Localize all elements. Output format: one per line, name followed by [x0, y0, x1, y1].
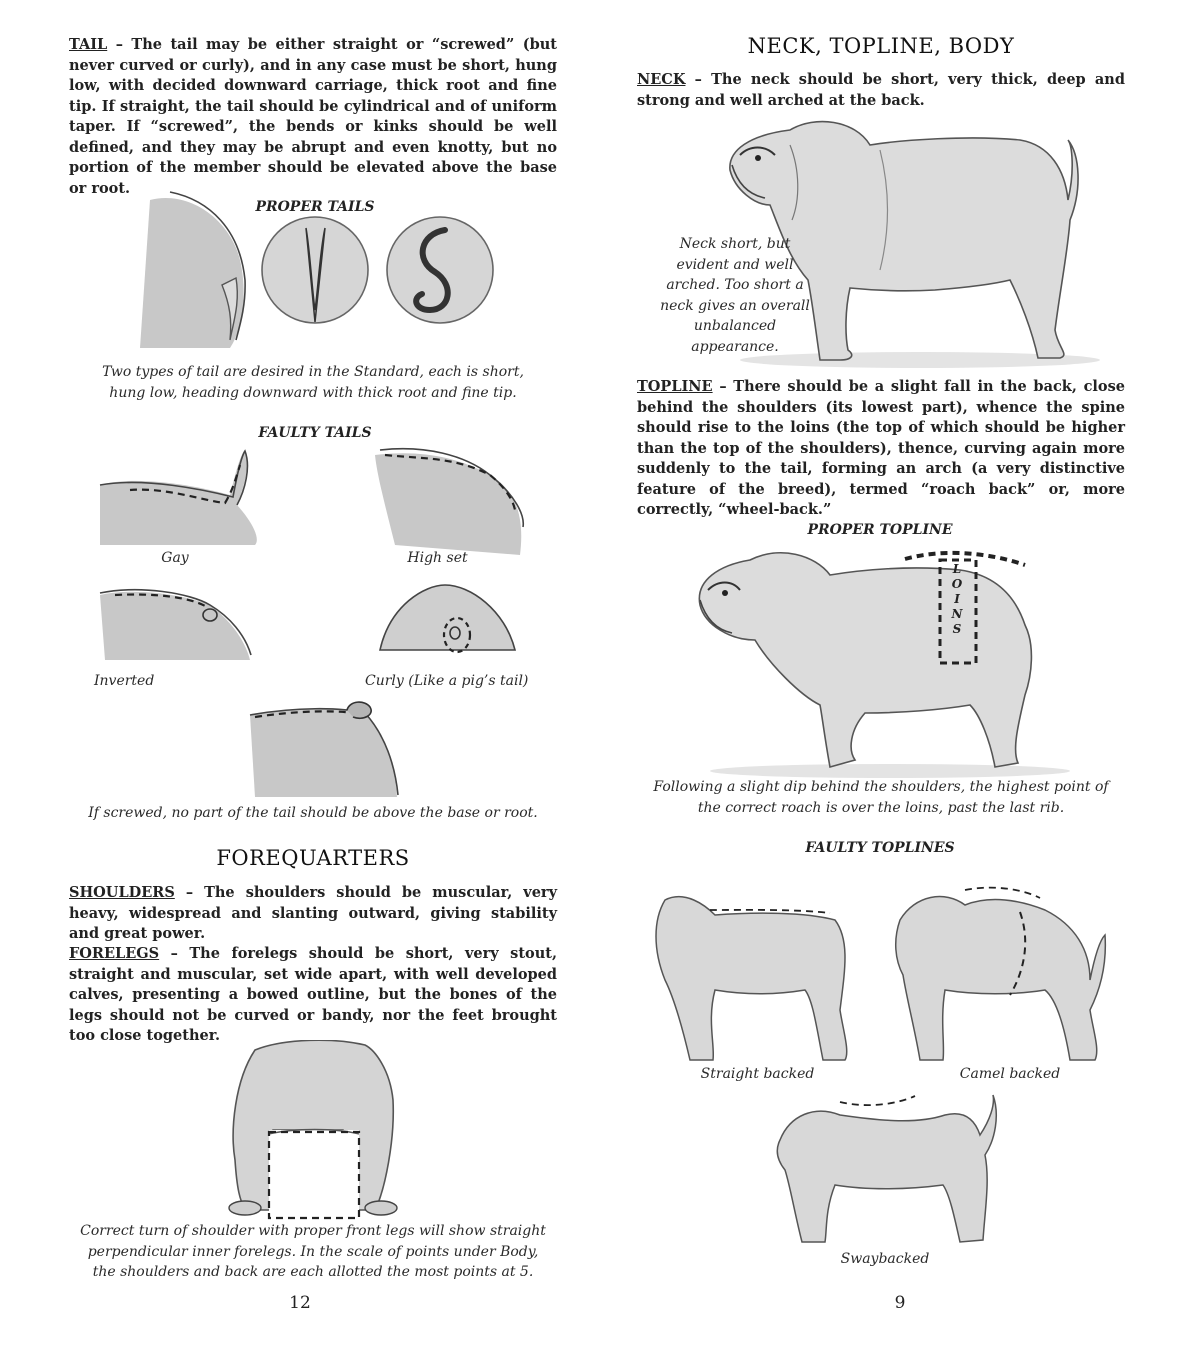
faulty-tail-gay-label: Gay — [161, 550, 189, 566]
loins-letter: L — [952, 562, 962, 576]
neck-paragraph — [637, 70, 1125, 111]
straight-tail-circle — [262, 217, 368, 323]
loins-letter: O — [951, 577, 963, 591]
topline-text: – There should be a slight fall in the back, close behind the shoulders (its lowest part), whence the spine should rise to the loins (the top of which should be higher than the top of the shoulders), thence, curving again more suddenly to the tail, forming an arch (a very distinctive feature of the breed), termed “roach back” or, more correctly, “wheel-back.” — [637, 378, 1125, 518]
topline-paragraph — [637, 377, 1125, 521]
faulty-tails-illustration — [95, 445, 535, 805]
page-number-left: 12 — [289, 1293, 311, 1313]
screwed-tail-circle — [387, 217, 493, 323]
inverted-tail-sketch — [100, 590, 251, 660]
shoulders-term: SHOULDERS — [69, 884, 175, 901]
right-paw — [365, 1201, 397, 1215]
proper-topline-label: PROPER TOPLINE — [807, 522, 953, 538]
shoulders-paragraph — [69, 883, 557, 945]
loins-letter: S — [952, 622, 962, 636]
neck-topline-body-heading: NECK, TOPLINE, BODY — [747, 34, 1015, 58]
page-number-right: 9 — [894, 1293, 906, 1313]
curly-tail-sketch — [380, 585, 515, 652]
proper-tails-label: PROPER TAILS — [255, 199, 375, 215]
front-legs-illustration — [225, 1040, 405, 1220]
camel-backed-sketch — [896, 888, 1106, 1060]
shoulders-text: – The shoulders should be muscular, very heavy, widespread and slanting outward, giving stability and great power. — [69, 884, 557, 942]
neck-term: NECK — [637, 71, 686, 88]
faulty-toplines-label: FAULTY TOPLINES — [805, 840, 955, 856]
proper-tails-caption: Two types of tail are desired in the Standard, each is short, hung low, heading downward with thick root and fine tip. — [102, 364, 524, 401]
faulty-tail-high-set-label: High set — [407, 550, 468, 566]
left-paw — [229, 1201, 261, 1215]
neck-caption: Neck short, but evident and well arched. Too short a neck gives an overall unbalanced appearance. — [660, 236, 810, 355]
forequarters-caption: Correct turn of shoulder with proper front legs will show straight perpendicular inner forelegs. In the scale of points under Body, the shoulders and back are each allotted the most points at 5. — [80, 1223, 546, 1280]
straight-backed-sketch — [656, 897, 847, 1060]
loins-letter: I — [954, 592, 960, 606]
faulty-tail-inverted-label: Inverted — [94, 673, 155, 689]
forelegs-paragraph — [69, 944, 557, 1047]
tail-term: TAIL — [69, 36, 108, 53]
screwed-too-high-sketch — [250, 702, 398, 797]
swaybacked-sketch — [777, 1095, 996, 1242]
loins-label — [949, 562, 965, 637]
forelegs-text: – The forelegs should be short, very stout, straight and muscular, set wide apart, with well developed calves, presenting a bowed outline, but the bones of the legs should not be curved or bandy, nor the feet brought too close together. — [69, 945, 557, 1044]
tail-text: – The tail may be either straight or “screwed” (but never curved or curly), and in any case must be short, hung low, with decided downward carriage, thick root and fine tip. If straight, the tail should be cylindrical and of uniform taper. If “screwed”, the bends or kinks should be well defined, and they may be abrupt and even knotty, but no portion of the member should be elevated above the base or root. — [69, 36, 557, 197]
forequarters-heading: FOREQUARTERS — [216, 846, 410, 870]
tail-paragraph — [69, 35, 557, 199]
faulty-topline-camel-label: Camel backed — [959, 1066, 1061, 1082]
faulty-topline-sway-label: Swaybacked — [840, 1251, 930, 1267]
gay-tail-sketch — [100, 450, 257, 545]
proper-topline-illustration — [690, 545, 1070, 780]
topline-bulldog-body — [699, 553, 1031, 767]
proper-topline-caption: Following a slight dip behind the shoulders, the highest point of the correct roach is over the loins, past the last rib. — [653, 779, 1109, 816]
topline-term: TOPLINE — [637, 378, 713, 395]
proper-tails-illustration — [130, 190, 510, 350]
faulty-tail-curly-label: Curly (Like a pig’s tail) — [365, 673, 529, 689]
faulty-topline-straight-label: Straight backed — [700, 1066, 815, 1082]
screwed-tail-caption: If screwed, no part of the tail should be above the base or root. — [88, 805, 538, 821]
high-set-tail-sketch — [375, 449, 523, 555]
faulty-tails-label: FAULTY TAILS — [258, 425, 372, 441]
loins-letter: N — [951, 607, 963, 621]
dog-rump-sketch — [140, 198, 244, 348]
forelegs-term: FORELEGS — [69, 945, 160, 962]
neck-text: – The neck should be short, very thick, deep and strong and well arched at the back. — [637, 71, 1125, 109]
